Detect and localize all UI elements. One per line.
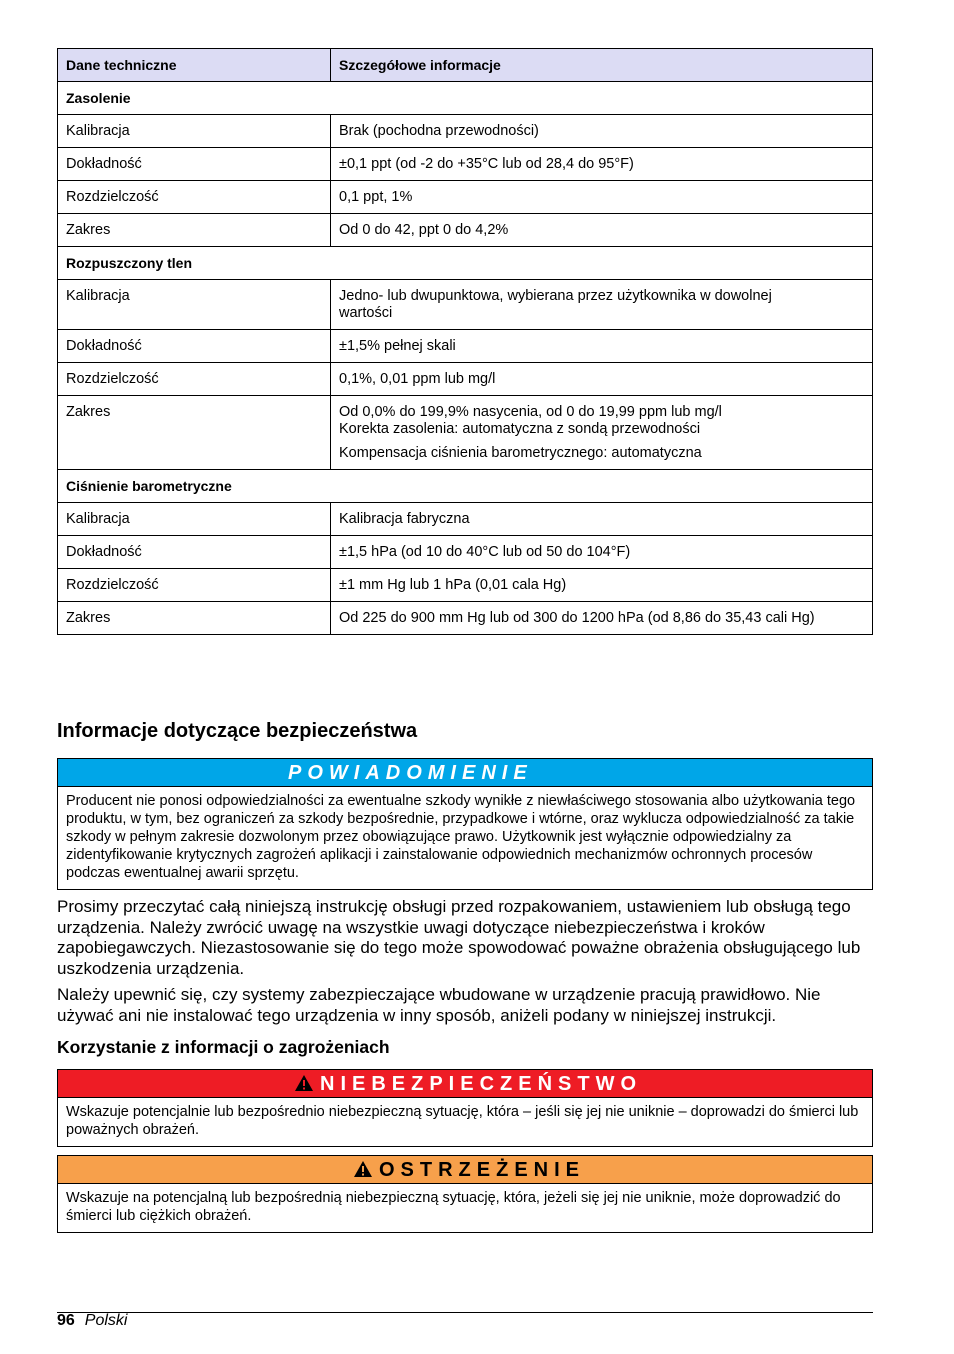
spec-label: Dokładność (58, 536, 331, 569)
section-row (58, 470, 873, 503)
page-footer (57, 1312, 127, 1330)
spec-value (331, 330, 873, 363)
spec-value-line: Jedno- lub dwupunktowa, wybierana przez użytkownika w dowolnej (339, 288, 772, 304)
table-body (58, 82, 873, 635)
table-header-row (58, 49, 873, 82)
spec-value (331, 280, 873, 330)
warning-text: Wskazuje na potencjalną lub bezpośrednią niebezpieczną sytuację, która, jeżeli się jej nie uniknie, może doprowadzić do śmierci lub ciężkich obrażeń. (66, 1190, 841, 1224)
spec-value (331, 214, 873, 247)
spec-value (331, 115, 873, 148)
spec-value-line: Kalibracja fabryczna (339, 511, 470, 527)
spec-value (331, 363, 873, 396)
spec-label: Dokładność (58, 148, 331, 181)
spec-value-line: Od 225 do 900 mm Hg lub od 300 do 1200 hPa (od 8,86 do 35,43 cali Hg) (339, 610, 815, 626)
warning-box (57, 1155, 873, 1233)
spec-value (331, 148, 873, 181)
warning-header (58, 1156, 872, 1184)
subsection-heading-hazard-info: Korzystanie z informacji o zagrożeniach (57, 1037, 390, 1057)
page-number: 96 (57, 1312, 75, 1329)
danger-box (57, 1069, 873, 1147)
spec-value (331, 396, 873, 470)
spec-value-line: ±1 mm Hg lub 1 hPa (0,01 cala Hg) (339, 577, 567, 593)
spec-value (331, 602, 873, 635)
danger-header (58, 1070, 872, 1098)
spec-value-line: Brak (pochodna przewodności) (339, 123, 539, 139)
section-row (58, 82, 873, 115)
spec-value-line: Od 0 do 42, ppt 0 do 4,2% (339, 222, 509, 238)
table-row (58, 602, 873, 635)
table-row (58, 503, 873, 536)
safety-systems-paragraph: Należy upewnić się, czy systemy zabezpieczające wbudowane w urządzenie pracują prawidłowo. Nie używać ani nie instalować tego urządzenia w inny sposób, aniżeli podany w niniejszej instrukcji. (57, 985, 821, 1025)
danger-text: Wskazuje potencjalnie lub bezpośrednio niebezpieczną sytuację, która – jeśli się jej nie uniknie – doprowadzi do śmierci lub poważnych obrażeń. (66, 1104, 859, 1138)
spec-label: Rozdzielczość (58, 181, 331, 214)
table-row (58, 148, 873, 181)
spec-value-line: Korekta zasolenia: automatyczna z sondą przewodności (339, 421, 701, 437)
spec-value (331, 536, 873, 569)
spec-label: Rozdzielczość (58, 363, 331, 396)
spec-label: Kalibracja (58, 280, 331, 330)
warning-triangle-icon (294, 1074, 314, 1092)
danger-label: NIEBEZPIECZEŃSTWO (320, 1073, 643, 1095)
spec-value-line: ±1,5 hPa (od 10 do 40°C lub od 50 do 104°F) (339, 544, 631, 560)
spec-label: Rozdzielczość (58, 569, 331, 602)
section-row (58, 247, 873, 280)
spec-label: Kalibracja (58, 503, 331, 536)
specifications-table (57, 48, 873, 635)
spec-value-line: Kompensacja ciśnienia barometrycznego: automatyczna (339, 445, 702, 461)
table-row (58, 115, 873, 148)
column-header: Dane techniczne (58, 49, 331, 82)
spec-value (331, 569, 873, 602)
notice-box (57, 758, 873, 890)
spec-value-line: ±1,5% pełnej skali (339, 338, 456, 354)
table-row (58, 536, 873, 569)
section-title: Zasolenie (58, 82, 873, 115)
spec-value (331, 181, 873, 214)
warning-label: OSTRZEŻENIE (379, 1159, 586, 1181)
table-row (58, 330, 873, 363)
spec-value-line: ±0,1 ppt (od -2 do +35°C lub od 28,4 do 95°F) (339, 156, 634, 172)
footer-divider (57, 1312, 873, 1313)
spec-label: Dokładność (58, 330, 331, 363)
table-row (58, 363, 873, 396)
spec-label: Zakres (58, 602, 331, 635)
column-header: Szczegółowe informacje (331, 49, 873, 82)
spec-value-line: Od 0,0% do 199,9% nasycenia, od 0 do 19,99 ppm lub mg/l (339, 404, 722, 420)
notice-text: Producent nie ponosi odpowiedzialności za ewentualne szkody wynikłe z niewłaściwego stosowania albo użytkowania tego produktu, w tym, bez ograniczeń za szkody bezpośrednie, przypadkowe i wtórne, oraz wyklucza odpowiedzialność za takie szkody w pełnym zakresie dozwolonym przez obowiązujące prawo. Użytkownik jest wyłącznie odpowiedzialny za zidentyfikowanie krytycznych zagrożeń aplikacji i zainstalowanie odpowiednich mechanizmów ochronnych procesów podczas ewentualnej awarii sprzętu. (66, 793, 856, 881)
spec-label: Zakres (58, 396, 331, 470)
spec-value-line: wartości (339, 305, 393, 321)
spec-label: Zakres (58, 214, 331, 247)
notice-header: POWIADOMIENIE (58, 759, 872, 787)
table-row (58, 396, 873, 470)
warning-triangle-icon (353, 1160, 373, 1178)
spec-value-line: 0,1%, 0,01 ppm lub mg/l (339, 371, 496, 387)
spec-label: Kalibracja (58, 115, 331, 148)
table-row (58, 569, 873, 602)
table-row (58, 280, 873, 330)
intro-paragraph: Prosimy przeczytać całą niniejszą instrukcję obsługi przed rozpakowaniem, ustawieniem lub obsługą tego urządzenia. Należy zwrócić uwagę na wszystkie uwagi dotyczące niebezpieczeństwa i kroków zapobiegawczych. Niezastosowanie się do tego może spowodować poważne obrażenia obsługującego lub uszkodzenia urządzenia. (57, 897, 861, 978)
table-row (58, 214, 873, 247)
table-row (58, 181, 873, 214)
section-title: Rozpuszczony tlen (58, 247, 873, 280)
spec-value (331, 503, 873, 536)
section-title: Ciśnienie barometryczne (58, 470, 873, 503)
section-heading-safety: Informacje dotyczące bezpieczeństwa (57, 720, 418, 742)
spec-value-line: 0,1 ppt, 1% (339, 189, 413, 205)
footer-language: Polski (84, 1312, 128, 1329)
